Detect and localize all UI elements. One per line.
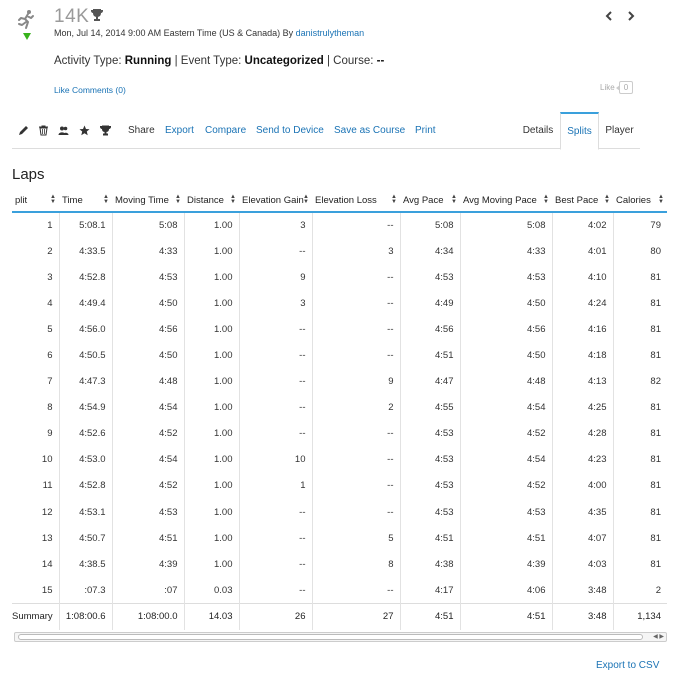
table-cell: 2 bbox=[655, 584, 661, 596]
table-cell: 4:52 bbox=[460, 473, 552, 499]
table-cell: 81 bbox=[650, 297, 661, 309]
table-cell: -- bbox=[239, 551, 312, 577]
table-cell: 4:38.5 bbox=[59, 551, 112, 577]
table-cell: 4:47.3 bbox=[59, 369, 112, 395]
table-cell: 4:54.9 bbox=[59, 395, 112, 421]
chevron-right-icon bbox=[627, 11, 635, 21]
column-header[interactable] bbox=[59, 190, 112, 212]
table-cell: 4:50.7 bbox=[59, 525, 112, 551]
table-cell: 1.00 bbox=[184, 447, 239, 473]
table-cell: 5 bbox=[12, 316, 59, 342]
sort-arrows-icon[interactable]: ▲ ▼ bbox=[658, 194, 664, 205]
users-icon[interactable] bbox=[58, 125, 69, 136]
table-cell: :07.3 bbox=[59, 577, 112, 603]
previous-activity-button[interactable] bbox=[602, 9, 616, 23]
table-row bbox=[12, 577, 667, 603]
table-cell: 81 bbox=[650, 558, 661, 570]
table-cell: 4:48 bbox=[112, 369, 184, 395]
table-cell: 1.00 bbox=[184, 238, 239, 264]
course-value[interactable]: -- bbox=[376, 55, 385, 67]
scrollbar-thumb[interactable] bbox=[18, 634, 643, 640]
table-cell: 4:51 bbox=[400, 342, 460, 368]
table-cell: 4:13 bbox=[552, 369, 613, 395]
table-cell: 10 bbox=[12, 447, 59, 473]
summary-cell: 14.03 bbox=[184, 603, 239, 629]
table-cell: -- bbox=[312, 290, 400, 316]
table-cell: 4:53 bbox=[400, 499, 460, 525]
laps-heading: Laps bbox=[12, 166, 45, 183]
table-cell: 4:33 bbox=[460, 238, 552, 264]
table-cell: 4:52 bbox=[112, 421, 184, 447]
laps-table-container bbox=[12, 190, 667, 632]
table-cell: 3 bbox=[239, 290, 312, 316]
column-header-label: Elevation Loss bbox=[315, 195, 377, 206]
table-cell: 4:24 bbox=[552, 290, 613, 316]
activity-header bbox=[14, 5, 654, 45]
table-cell: 1.00 bbox=[184, 525, 239, 551]
summary-cell: Summary bbox=[12, 603, 59, 629]
table-cell: 4:54 bbox=[460, 395, 552, 421]
tab-details[interactable]: Details bbox=[522, 125, 554, 136]
table-cell: 9 bbox=[239, 264, 312, 290]
table-row bbox=[12, 290, 667, 316]
summary-cell: 3:48 bbox=[552, 603, 613, 629]
table-cell: 4:52 bbox=[460, 421, 552, 447]
send-to-device-button[interactable]: Send to Device bbox=[256, 125, 324, 136]
table-row bbox=[12, 473, 667, 499]
column-header[interactable] bbox=[613, 190, 667, 212]
table-cell: -- bbox=[239, 395, 312, 421]
table-cell: :07 bbox=[112, 577, 184, 603]
table-cell: -- bbox=[312, 447, 400, 473]
table-cell: 81 bbox=[650, 323, 661, 335]
table-cell: 5:08 bbox=[400, 212, 460, 238]
table-cell: -- bbox=[312, 342, 400, 368]
column-header-label: Calories bbox=[616, 195, 651, 206]
table-cell: 4:53 bbox=[400, 421, 460, 447]
table-cell: 4:01 bbox=[552, 238, 613, 264]
horizontal-scrollbar[interactable] bbox=[14, 632, 667, 642]
table-cell: 4:51 bbox=[460, 525, 552, 551]
next-activity-button[interactable] bbox=[624, 9, 638, 23]
table-cell: 4:00 bbox=[552, 473, 613, 499]
table-cell: 9 bbox=[12, 421, 59, 447]
star-icon[interactable] bbox=[79, 125, 90, 136]
table-cell: 81 bbox=[650, 402, 661, 414]
tab-splits[interactable]: Splits bbox=[560, 112, 599, 150]
column-header[interactable] bbox=[552, 190, 613, 212]
table-cell: 2 bbox=[12, 238, 59, 264]
table-row bbox=[12, 551, 667, 577]
column-header-label: plit bbox=[15, 195, 28, 206]
table-cell: 8 bbox=[312, 551, 400, 577]
table-row bbox=[12, 369, 667, 395]
table-cell: 4:53.0 bbox=[59, 447, 112, 473]
table-cell: 4:49.4 bbox=[59, 290, 112, 316]
sort-arrows-icon[interactable]: ▲ ▼ bbox=[175, 194, 181, 205]
column-header[interactable] bbox=[400, 190, 460, 212]
sort-arrows-icon[interactable]: ▲ ▼ bbox=[103, 194, 109, 205]
table-cell: 4:52.8 bbox=[59, 264, 112, 290]
table-cell: 4:55 bbox=[400, 395, 460, 421]
summary-cell: 1:08:00.6 bbox=[59, 603, 112, 629]
table-cell: 4:52.6 bbox=[59, 421, 112, 447]
trophy-icon bbox=[91, 8, 103, 22]
table-cell: 4:53 bbox=[112, 264, 184, 290]
summary-cell: 1,134 bbox=[613, 603, 667, 629]
activity-meta bbox=[54, 28, 364, 38]
table-cell: 4:53 bbox=[460, 264, 552, 290]
summary-cell: 27 bbox=[312, 603, 400, 629]
table-cell: 4:17 bbox=[400, 577, 460, 603]
column-header-label: Avg Pace bbox=[403, 195, 444, 206]
like-label[interactable]: Like bbox=[600, 83, 615, 92]
table-cell: 80 bbox=[650, 245, 661, 257]
table-cell: 4:50 bbox=[460, 290, 552, 316]
table-cell: 9 bbox=[312, 369, 400, 395]
table-cell: 82 bbox=[650, 376, 661, 388]
table-cell: 5:08 bbox=[112, 212, 184, 238]
table-row bbox=[12, 316, 667, 342]
table-cell: -- bbox=[312, 264, 400, 290]
table-cell: 4:50.5 bbox=[59, 342, 112, 368]
column-header-label: Best Pace bbox=[555, 195, 599, 206]
table-cell: 81 bbox=[650, 532, 661, 544]
table-cell: 10 bbox=[239, 447, 312, 473]
table-cell: 81 bbox=[650, 350, 661, 362]
event-type-value[interactable]: Uncategorized bbox=[244, 55, 324, 67]
table-cell: 3 bbox=[239, 212, 312, 238]
table-cell: 4:53 bbox=[460, 499, 552, 525]
sort-arrows-icon[interactable]: ▲ ▼ bbox=[451, 194, 457, 205]
table-cell: 4:56 bbox=[112, 316, 184, 342]
export-to-csv-link[interactable]: Export to CSV bbox=[596, 660, 660, 671]
table-cell: 4:39 bbox=[112, 551, 184, 577]
table-cell: 4:18 bbox=[552, 342, 613, 368]
table-row bbox=[12, 447, 667, 473]
table-cell: 4:54 bbox=[460, 447, 552, 473]
table-cell: 4:07 bbox=[552, 525, 613, 551]
tab-player[interactable]: Player bbox=[605, 125, 634, 136]
table-cell: 1.00 bbox=[184, 212, 239, 238]
table-cell: 4:50 bbox=[460, 342, 552, 368]
table-cell: 79 bbox=[650, 220, 661, 232]
table-cell: -- bbox=[239, 421, 312, 447]
table-cell: 4:03 bbox=[552, 551, 613, 577]
table-cell: 14 bbox=[12, 551, 59, 577]
status-down-arrow-icon bbox=[23, 33, 31, 40]
activity-type-value[interactable]: Running bbox=[124, 55, 172, 67]
table-cell: 6 bbox=[12, 342, 59, 368]
table-cell: -- bbox=[239, 525, 312, 551]
column-header[interactable] bbox=[239, 190, 312, 212]
table-cell: 1.00 bbox=[184, 551, 239, 577]
author-link[interactable]: danistrulytheman bbox=[295, 28, 365, 38]
table-cell: 81 bbox=[650, 480, 661, 492]
table-cell: -- bbox=[239, 577, 312, 603]
sort-arrows-icon[interactable]: ▲ ▼ bbox=[543, 194, 549, 205]
summary-row bbox=[12, 603, 667, 629]
table-cell: 4:53 bbox=[400, 447, 460, 473]
table-cell: 4:53 bbox=[400, 473, 460, 499]
table-cell: 4:50 bbox=[112, 290, 184, 316]
activity-type-label: Activity Type: bbox=[54, 55, 122, 67]
table-cell: 4:28 bbox=[552, 421, 613, 447]
course-label: Course: bbox=[333, 55, 374, 67]
table-cell: 1 bbox=[239, 473, 312, 499]
table-cell: 1.00 bbox=[184, 473, 239, 499]
table-row bbox=[12, 212, 667, 238]
trash-icon[interactable] bbox=[38, 125, 49, 136]
table-cell: 1.00 bbox=[184, 499, 239, 525]
table-cell: 4:38 bbox=[400, 551, 460, 577]
save-as-course-button[interactable]: Save as Course bbox=[334, 125, 406, 136]
table-cell: 4:54 bbox=[112, 395, 184, 421]
table-cell: 12 bbox=[12, 499, 59, 525]
column-header[interactable] bbox=[184, 190, 239, 212]
table-cell: 4:34 bbox=[400, 238, 460, 264]
summary-cell: 1:08:00.0 bbox=[112, 603, 184, 629]
like-widget[interactable] bbox=[600, 81, 633, 94]
sort-arrows-icon[interactable]: ▲ ▼ bbox=[230, 194, 236, 205]
table-row bbox=[12, 525, 667, 551]
table-cell: -- bbox=[312, 421, 400, 447]
table-cell: 4:10 bbox=[552, 264, 613, 290]
column-header[interactable] bbox=[460, 190, 552, 212]
table-cell: -- bbox=[239, 238, 312, 264]
table-cell: 4:53.1 bbox=[59, 499, 112, 525]
table-cell: 3 bbox=[12, 264, 59, 290]
activity-title[interactable]: 14K bbox=[54, 6, 90, 27]
export-button[interactable]: Export bbox=[165, 125, 194, 136]
table-cell: -- bbox=[312, 212, 400, 238]
table-cell: 4:06 bbox=[460, 577, 552, 603]
summary-cell: 26 bbox=[239, 603, 312, 629]
table-cell: 5 bbox=[312, 525, 400, 551]
column-header-label: Time bbox=[62, 195, 83, 206]
table-cell: 1.00 bbox=[184, 316, 239, 342]
table-cell: -- bbox=[312, 577, 400, 603]
table-cell: -- bbox=[239, 342, 312, 368]
scroll-arrows-icon[interactable]: ◀ ▶ bbox=[653, 634, 664, 640]
table-cell: 5:08.1 bbox=[59, 212, 112, 238]
compare-button[interactable]: Compare bbox=[205, 125, 247, 136]
print-button[interactable]: Print bbox=[415, 125, 436, 136]
table-cell: 4:56 bbox=[400, 316, 460, 342]
table-row bbox=[12, 342, 667, 368]
table-cell: 4:16 bbox=[552, 316, 613, 342]
sort-arrows-icon[interactable]: ▲ ▼ bbox=[391, 194, 397, 205]
table-cell: 81 bbox=[650, 271, 661, 283]
separator: | bbox=[174, 55, 178, 67]
table-row bbox=[12, 238, 667, 264]
table-cell: 4:56 bbox=[460, 316, 552, 342]
table-cell: 4:52.8 bbox=[59, 473, 112, 499]
table-cell: -- bbox=[239, 369, 312, 395]
table-cell: 4:54 bbox=[112, 447, 184, 473]
table-cell: 1.00 bbox=[184, 369, 239, 395]
share-button[interactable]: Share bbox=[128, 125, 155, 136]
table-cell: 15 bbox=[12, 577, 59, 603]
table-cell: 3 bbox=[312, 238, 400, 264]
event-type-label: Event Type: bbox=[180, 55, 242, 67]
sort-arrows-icon[interactable]: ▲ ▼ bbox=[604, 194, 610, 205]
table-cell: 4:50 bbox=[112, 342, 184, 368]
table-cell: 3:48 bbox=[552, 577, 613, 603]
like-count: 0 bbox=[619, 81, 633, 94]
table-cell: 1 bbox=[12, 212, 59, 238]
table-row bbox=[12, 499, 667, 525]
table-cell: 4:51 bbox=[400, 525, 460, 551]
table-cell: 4:02 bbox=[552, 212, 613, 238]
table-cell: 1.00 bbox=[184, 342, 239, 368]
chevron-left-icon bbox=[605, 11, 613, 21]
pencil-edit-icon[interactable] bbox=[18, 125, 29, 136]
table-cell: 4:35 bbox=[552, 499, 613, 525]
summary-cell: 4:51 bbox=[400, 603, 460, 629]
table-cell: 4:48 bbox=[460, 369, 552, 395]
activity-info-line bbox=[54, 55, 384, 67]
column-header-label: Avg Moving Pace bbox=[463, 195, 537, 206]
table-row bbox=[12, 395, 667, 421]
table-cell: 5:08 bbox=[460, 212, 552, 238]
table-cell: 81 bbox=[650, 506, 661, 518]
table-cell: -- bbox=[239, 316, 312, 342]
table-row bbox=[12, 264, 667, 290]
table-cell: 8 bbox=[12, 395, 59, 421]
table-cell: 4:33 bbox=[112, 238, 184, 264]
sort-arrows-icon[interactable]: ▲ ▼ bbox=[303, 194, 309, 205]
laps-table-body bbox=[12, 212, 667, 630]
column-header[interactable] bbox=[112, 190, 184, 212]
table-cell: -- bbox=[312, 499, 400, 525]
activity-date: Mon, Jul 14, 2014 9:00 AM Eastern Time (US & Canada) By bbox=[54, 28, 296, 38]
column-header-label: Moving Time bbox=[115, 195, 169, 206]
table-cell: 4 bbox=[12, 290, 59, 316]
table-cell: 4:52 bbox=[112, 473, 184, 499]
table-cell: 4:49 bbox=[400, 290, 460, 316]
activity-toolbar bbox=[12, 112, 640, 149]
table-cell: 0.03 bbox=[184, 577, 239, 603]
table-cell: 4:25 bbox=[552, 395, 613, 421]
table-cell: 81 bbox=[650, 428, 661, 440]
column-header[interactable] bbox=[12, 190, 59, 212]
table-cell: -- bbox=[312, 316, 400, 342]
table-row bbox=[12, 421, 667, 447]
table-cell: 7 bbox=[12, 369, 59, 395]
table-cell: 2 bbox=[312, 395, 400, 421]
table-cell: 4:56.0 bbox=[59, 316, 112, 342]
table-cell: -- bbox=[312, 473, 400, 499]
column-header-label: Distance bbox=[187, 195, 224, 206]
table-cell: 13 bbox=[12, 525, 59, 551]
table-cell: 4:33.5 bbox=[59, 238, 112, 264]
column-header[interactable] bbox=[312, 190, 400, 212]
table-cell: 81 bbox=[650, 454, 661, 466]
table-cell: 4:51 bbox=[112, 525, 184, 551]
table-cell: 1.00 bbox=[184, 290, 239, 316]
table-cell: -- bbox=[239, 499, 312, 525]
table-cell: 11 bbox=[12, 473, 59, 499]
separator: | bbox=[326, 55, 330, 67]
table-cell: 1.00 bbox=[184, 421, 239, 447]
like-comments-link[interactable]: Like Comments (0) bbox=[54, 85, 126, 95]
table-cell: 1.00 bbox=[184, 395, 239, 421]
running-activity-icon bbox=[16, 9, 36, 31]
table-cell: 4:53 bbox=[400, 264, 460, 290]
table-cell: 4:47 bbox=[400, 369, 460, 395]
table-cell: 1.00 bbox=[184, 264, 239, 290]
summary-cell: 4:51 bbox=[460, 603, 552, 629]
table-header-row bbox=[12, 190, 667, 212]
trophy-icon[interactable] bbox=[100, 125, 111, 136]
table-cell: 4:53 bbox=[112, 499, 184, 525]
table-cell: 4:23 bbox=[552, 447, 613, 473]
column-header-label: Elevation Gain bbox=[242, 195, 304, 206]
table-cell: 4:39 bbox=[460, 551, 552, 577]
laps-table bbox=[12, 190, 667, 630]
sort-arrows-icon[interactable]: ▲ ▼ bbox=[50, 194, 56, 205]
